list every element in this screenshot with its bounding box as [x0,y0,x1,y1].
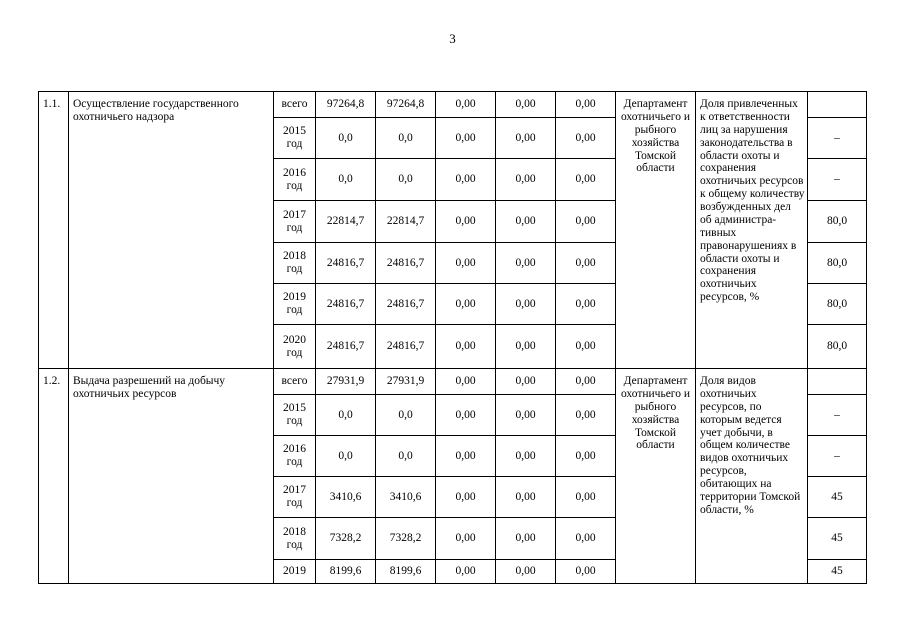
year-cell: 2017 год [274,201,316,243]
value-cell: 0,00 [436,395,496,436]
value-cell: 0,0 [316,395,376,436]
value-cell: 0,00 [436,92,496,118]
value-cell: 0,00 [436,243,496,284]
section-name: Осуществление государственного охотничьего надзора [69,92,274,369]
value-cell: 0,00 [556,395,616,436]
target-value-cell: 45 [808,560,867,584]
value-cell: 24816,7 [316,243,376,284]
indicator-cell: Доля видов охотничьих ресурсов, по которым ведется учет добычи, в общем количестве видов охотничьих ресурсов, обитающих на территории Томской области, % [696,369,808,584]
year-cell: всего [274,92,316,118]
table-body [39,92,867,584]
value-cell: 8199,6 [316,560,376,584]
value-cell: 0,00 [556,243,616,284]
value-cell: 0,0 [316,436,376,477]
value-cell: 0,00 [556,518,616,560]
value-cell: 0,00 [496,369,556,395]
value-cell: 0,00 [556,325,616,369]
value-cell: 0,00 [436,201,496,243]
year-cell: 2016 год [274,436,316,477]
value-cell: 27931,9 [316,369,376,395]
value-cell: 0,00 [496,201,556,243]
year-cell: 2018 год [274,518,316,560]
value-cell: 3410,6 [316,477,376,518]
target-value-cell: – [808,436,867,477]
year-cell: 2017 год [274,477,316,518]
value-cell: 0,00 [496,325,556,369]
value-cell: 0,00 [436,118,496,159]
section-name: Выдача разрешений на добычу охотничьих ресурсов [69,369,274,584]
value-cell: 0,00 [556,201,616,243]
value-cell: 24816,7 [376,243,436,284]
target-value-cell: – [808,159,867,201]
value-cell: 0,00 [556,560,616,584]
year-cell: 2019 год [274,284,316,325]
value-cell: 0,00 [496,243,556,284]
value-cell: 3410,6 [376,477,436,518]
value-cell: 0,00 [436,477,496,518]
value-cell: 7328,2 [316,518,376,560]
indicator-cell: Доля привлеченных к ответственности лиц за нарушения законодательства в области охоты и сохранения охотничьих ресурсов к общему количеству возбужденных дел об администра-тивных правонарушениях в области охоты и сохранения охотничьих ресурсов, % [696,92,808,369]
value-cell: 8199,6 [376,560,436,584]
value-cell: 0,00 [496,436,556,477]
year-cell: 2019 [274,560,316,584]
value-cell: 0,00 [556,369,616,395]
section-number: 1.2. [39,369,69,584]
value-cell: 7328,2 [376,518,436,560]
value-cell: 0,0 [376,436,436,477]
target-value-cell: – [808,395,867,436]
value-cell: 0,00 [556,284,616,325]
value-cell: 27931,9 [376,369,436,395]
value-cell: 0,00 [556,118,616,159]
value-cell: 0,00 [556,436,616,477]
value-cell: 0,0 [316,118,376,159]
value-cell: 0,00 [496,477,556,518]
value-cell: 24816,7 [316,284,376,325]
value-cell: 24816,7 [316,325,376,369]
value-cell: 0,00 [436,369,496,395]
target-value-cell [808,92,867,118]
year-cell: 2020 год [274,325,316,369]
value-cell: 0,00 [496,560,556,584]
target-value-cell: 80,0 [808,284,867,325]
target-value-cell: 45 [808,477,867,518]
value-cell: 0,00 [436,560,496,584]
value-cell: 0,0 [376,118,436,159]
target-value-cell: 80,0 [808,243,867,284]
page-number: 3 [449,31,456,46]
target-value-cell: 80,0 [808,201,867,243]
value-cell: 24816,7 [376,325,436,369]
section-number: 1.1. [39,92,69,369]
value-cell: 0,00 [496,284,556,325]
value-cell: 0,00 [496,518,556,560]
table-row [39,369,867,395]
target-value-cell: 45 [808,518,867,560]
value-cell: 0,00 [496,395,556,436]
value-cell: 0,00 [436,325,496,369]
value-cell: 0,00 [556,92,616,118]
target-value-cell: 80,0 [808,325,867,369]
value-cell: 0,00 [556,159,616,201]
value-cell: 0,0 [376,159,436,201]
program-table [38,91,867,584]
value-cell: 97264,8 [316,92,376,118]
target-value-cell: – [808,118,867,159]
value-cell: 0,00 [496,118,556,159]
value-cell: 22814,7 [316,201,376,243]
value-cell: 0,0 [316,159,376,201]
value-cell: 0,00 [556,477,616,518]
year-cell: 2015 год [274,395,316,436]
value-cell: 22814,7 [376,201,436,243]
table-row [39,92,867,118]
value-cell: 0,00 [496,92,556,118]
year-cell: 2015 год [274,118,316,159]
value-cell: 0,00 [496,159,556,201]
value-cell: 24816,7 [376,284,436,325]
year-cell: всего [274,369,316,395]
year-cell: 2016 год [274,159,316,201]
value-cell: 0,00 [436,518,496,560]
department-cell: Департамент охотничьего и рыбного хозяйства Томской области [616,92,696,369]
year-cell: 2018 год [274,243,316,284]
department-cell: Департамент охотничьего и рыбного хозяйства Томской области [616,369,696,584]
value-cell: 0,00 [436,436,496,477]
value-cell: 0,00 [436,159,496,201]
target-value-cell [808,369,867,395]
value-cell: 97264,8 [376,92,436,118]
value-cell: 0,00 [436,284,496,325]
value-cell: 0,0 [376,395,436,436]
